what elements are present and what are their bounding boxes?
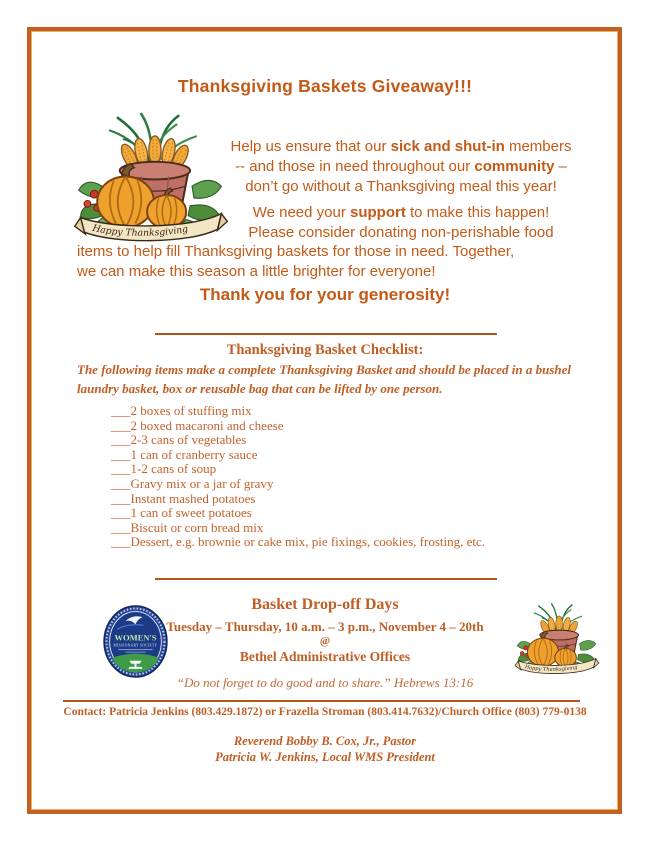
divider — [155, 578, 497, 580]
checklist-item: ___2-3 cans of vegetables — [111, 432, 247, 448]
support-line-2: Please consider donating non-perishable food — [248, 223, 554, 241]
checklist-intro-line-1: The following items make a complete Thanksgiving Basket and should be placed in a bushel — [77, 362, 572, 377]
dropoff-heading: Basket Drop-off Days — [251, 596, 399, 613]
support-line-4: we can make this season a little brighter for everyone! — [77, 262, 436, 280]
intro-line-1 — [200, 137, 602, 157]
intro-line-2 — [200, 157, 602, 177]
checklist-heading: Thanksgiving Basket Checklist: — [226, 342, 424, 358]
checklist-items — [111, 404, 485, 550]
checklist-item: ___1 can of cranberry sauce — [111, 446, 258, 462]
checklist-item: ___Biscuit or corn bread mix — [111, 519, 264, 535]
text-segment: members — [504, 138, 572, 155]
text-segment: Help us ensure that our — [230, 138, 391, 155]
support-paragraph-bottom — [77, 242, 602, 281]
logo-text-line2: MISSIONARY SOCIETY — [113, 643, 158, 648]
pastor-line: Reverend Bobby B. Cox, Jr., Pastor — [233, 734, 417, 748]
divider — [155, 333, 497, 335]
checklist-intro — [77, 361, 587, 398]
checklist-item: ___1 can of sweet potatoes — [111, 505, 252, 521]
support-line-3: items to help fill Thanksgiving baskets for those in need. Together, — [77, 243, 515, 260]
checklist-intro-line-2: laundry basket, box or reusable bag that can be lifted by one person. — [77, 380, 443, 396]
text-segment-bold: support — [350, 204, 406, 221]
checklist-item: ___Dessert, e.g. brownie or cake mix, pie fixings, cookies, frosting, etc. — [111, 534, 486, 550]
text-segment-bold: sick and shut-in — [390, 138, 505, 155]
intro-line-3: don’t go without a Thanksgiving meal this year! — [245, 178, 557, 195]
dropoff-location: Bethel Administrative Offices — [239, 649, 411, 664]
divider — [63, 700, 580, 702]
text-segment: to make this happen! — [405, 204, 550, 221]
text-segment-bold: community — [474, 158, 555, 175]
thank-you-heading: Thank you for your generosity! — [199, 285, 451, 304]
thanksgiving-basket-art-small — [514, 597, 600, 679]
checklist-item: ___2 boxed macaroni and cheese — [111, 417, 284, 433]
text-segment: – — [554, 158, 567, 175]
text-segment: -- and those in need throughout our — [235, 158, 475, 175]
text-segment: We need your — [252, 204, 350, 221]
intro-paragraph — [200, 137, 602, 197]
page-title: Thanksgiving Baskets Giveaway!!! — [177, 76, 473, 96]
dropoff-schedule: Tuesday – Thursday, 10 a.m. – 3 p.m., November 4 – 20th — [166, 619, 484, 634]
checklist-item: ___Gravy mix or a jar of gravy — [111, 475, 274, 491]
scripture-quote: “Do not forget to do good and to share.” Hebrews 13:16 — [176, 675, 474, 690]
checklist-item: ___1-2 cans of soup — [111, 461, 217, 477]
support-paragraph-top — [200, 203, 602, 242]
support-line-1 — [200, 203, 602, 223]
contact-line: Contact: Patricia Jenkins (803.429.1872) or Frazella Stroman (803.414.7632)/Church Office (803) 779-0138 — [63, 706, 587, 718]
checklist-item: ___Instant mashed potatoes — [111, 490, 256, 506]
logo-text-line1: WOMEN'S — [114, 632, 157, 643]
at-symbol: @ — [319, 635, 331, 647]
president-line: Patricia W. Jenkins, Local WMS President — [215, 750, 435, 764]
checklist-item: ___2 boxes of stuffing mix — [111, 403, 252, 418]
